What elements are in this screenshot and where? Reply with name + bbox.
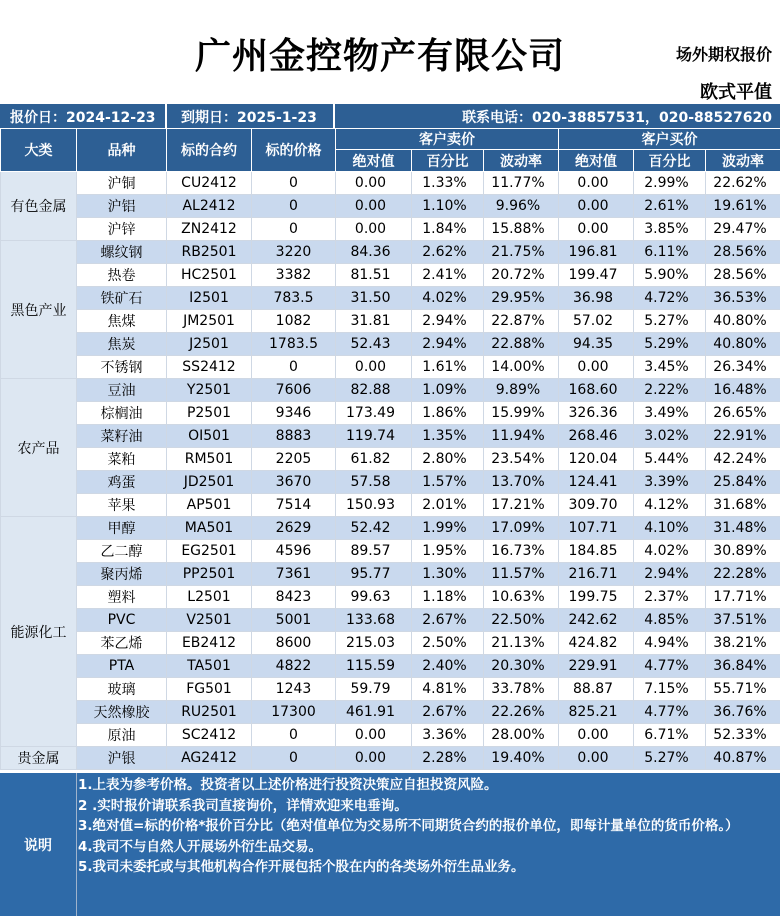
- col-buy-vol: 波动率: [706, 150, 780, 172]
- buy-pct-cell: 6.71%: [634, 724, 706, 747]
- col-sell-abs: 绝对值: [336, 150, 412, 172]
- sell-pct-cell: 1.99%: [412, 517, 484, 540]
- table-row: [1, 333, 780, 356]
- buy-abs-cell: 107.71: [559, 517, 634, 540]
- sell-vol-cell: 14.00%: [484, 356, 559, 379]
- product-cell: 天然橡胶: [77, 701, 167, 724]
- sell-vol-cell: 17.09%: [484, 517, 559, 540]
- sell-pct-cell: 1.10%: [412, 195, 484, 218]
- header-row: [1, 129, 780, 150]
- buy-vol-cell: 36.84%: [706, 655, 780, 678]
- table-row: [1, 356, 780, 379]
- sell-pct-cell: 2.94%: [412, 310, 484, 333]
- table-row: [1, 471, 780, 494]
- table-row: [1, 724, 780, 747]
- sell-abs-cell: 0.00: [336, 724, 412, 747]
- table-row: [1, 310, 780, 333]
- product-cell: 菜粕: [77, 448, 167, 471]
- table-row: [1, 747, 780, 770]
- contract-cell: JD2501: [167, 471, 252, 494]
- table-row: [1, 494, 780, 517]
- buy-vol-cell: 19.61%: [706, 195, 780, 218]
- sell-vol-cell: 19.40%: [484, 747, 559, 770]
- contract-cell: EG2501: [167, 540, 252, 563]
- buy-abs-cell: 199.75: [559, 586, 634, 609]
- contract-cell: I2501: [167, 287, 252, 310]
- contract-cell: Y2501: [167, 379, 252, 402]
- table-row: [1, 172, 780, 195]
- buy-pct-cell: 4.77%: [634, 655, 706, 678]
- table-row: [1, 425, 780, 448]
- product-cell: 乙二醇: [77, 540, 167, 563]
- sell-vol-cell: 17.21%: [484, 494, 559, 517]
- product-cell: 鸡蛋: [77, 471, 167, 494]
- sell-abs-cell: 0.00: [336, 218, 412, 241]
- sell-pct-cell: 2.67%: [412, 701, 484, 724]
- price-cell: 9346: [252, 402, 336, 425]
- price-cell: 2629: [252, 517, 336, 540]
- buy-abs-cell: 88.87: [559, 678, 634, 701]
- price-cell: 3670: [252, 471, 336, 494]
- price-cell: 4822: [252, 655, 336, 678]
- buy-pct-cell: 2.61%: [634, 195, 706, 218]
- sell-pct-cell: 2.41%: [412, 264, 484, 287]
- product-cell: 豆油: [77, 379, 167, 402]
- price-type: 欧式平值: [700, 82, 772, 103]
- price-cell: 3382: [252, 264, 336, 287]
- price-cell: 5001: [252, 609, 336, 632]
- sell-pct-cell: 2.80%: [412, 448, 484, 471]
- sell-pct-cell: 1.86%: [412, 402, 484, 425]
- product-cell: 塑料: [77, 586, 167, 609]
- sell-pct-cell: 1.57%: [412, 471, 484, 494]
- buy-pct-cell: 7.15%: [634, 678, 706, 701]
- product-cell: 沪锌: [77, 218, 167, 241]
- price-cell: 783.5: [252, 287, 336, 310]
- buy-vol-cell: 36.53%: [706, 287, 780, 310]
- sell-vol-cell: 9.96%: [484, 195, 559, 218]
- product-cell: 玻璃: [77, 678, 167, 701]
- buy-pct-cell: 4.72%: [634, 287, 706, 310]
- col-group-sell: 客户卖价: [336, 129, 559, 150]
- price-cell: 0: [252, 172, 336, 195]
- product-cell: 沪铝: [77, 195, 167, 218]
- notes-label: 说明: [0, 773, 77, 916]
- sell-pct-cell: 2.50%: [412, 632, 484, 655]
- table-row: [1, 517, 780, 540]
- category-cell: 能源化工: [1, 517, 77, 747]
- table-row: [1, 218, 780, 241]
- buy-pct-cell: 5.90%: [634, 264, 706, 287]
- sell-pct-cell: 1.95%: [412, 540, 484, 563]
- buy-abs-cell: 309.70: [559, 494, 634, 517]
- note-item: 4.我司不与自然人开展场外衍生品交易。: [78, 838, 323, 855]
- product-cell: 不锈钢: [77, 356, 167, 379]
- col-sell-pct: 百分比: [412, 150, 484, 172]
- table-row: [1, 563, 780, 586]
- price-cell: 1243: [252, 678, 336, 701]
- price-cell: 4596: [252, 540, 336, 563]
- price-cell: 0: [252, 218, 336, 241]
- buy-vol-cell: 22.62%: [706, 172, 780, 195]
- notes-body: [78, 775, 776, 878]
- product-cell: 棕榈油: [77, 402, 167, 425]
- note-item: 3.绝对值=标的价格*报价百分比（绝对值单位为交易所不同期货合约的报价单位，即每计量单位的货币价格。）: [78, 818, 739, 834]
- buy-vol-cell: 40.87%: [706, 747, 780, 770]
- sell-pct-cell: 2.94%: [412, 333, 484, 356]
- sell-pct-cell: 1.33%: [412, 172, 484, 195]
- category-cell: 农产品: [1, 379, 77, 517]
- buy-vol-cell: 30.89%: [706, 540, 780, 563]
- buy-vol-cell: 31.68%: [706, 494, 780, 517]
- sell-pct-cell: 1.84%: [412, 218, 484, 241]
- buy-vol-cell: 28.56%: [706, 241, 780, 264]
- buy-vol-cell: 25.84%: [706, 471, 780, 494]
- table-row: [1, 195, 780, 218]
- quote-table: [0, 128, 780, 770]
- sell-abs-cell: 133.68: [336, 609, 412, 632]
- sell-abs-cell: 95.77: [336, 563, 412, 586]
- sell-vol-cell: 11.57%: [484, 563, 559, 586]
- category-cell: 有色金属: [1, 172, 77, 241]
- table-row: [1, 241, 780, 264]
- sell-abs-cell: 0.00: [336, 356, 412, 379]
- buy-pct-cell: 2.37%: [634, 586, 706, 609]
- sell-abs-cell: 82.88: [336, 379, 412, 402]
- product-cell: 原油: [77, 724, 167, 747]
- sell-vol-cell: 11.77%: [484, 172, 559, 195]
- contract-cell: RU2501: [167, 701, 252, 724]
- contact-phone: 联系电话：020-38857531，020-88527620: [462, 110, 772, 126]
- sell-vol-cell: 28.00%: [484, 724, 559, 747]
- product-cell: 沪银: [77, 747, 167, 770]
- product-cell: 菜籽油: [77, 425, 167, 448]
- buy-abs-cell: 229.91: [559, 655, 634, 678]
- sell-abs-cell: 59.79: [336, 678, 412, 701]
- sell-abs-cell: 119.74: [336, 425, 412, 448]
- col-buy-pct: 百分比: [634, 150, 706, 172]
- sell-vol-cell: 20.30%: [484, 655, 559, 678]
- buy-pct-cell: 5.29%: [634, 333, 706, 356]
- price-cell: 8883: [252, 425, 336, 448]
- contract-cell: P2501: [167, 402, 252, 425]
- buy-pct-cell: 2.94%: [634, 563, 706, 586]
- category-cell: 黑色产业: [1, 241, 77, 379]
- col-buy-abs: 绝对值: [559, 150, 634, 172]
- sell-vol-cell: 21.13%: [484, 632, 559, 655]
- buy-pct-cell: 3.45%: [634, 356, 706, 379]
- price-cell: 1082: [252, 310, 336, 333]
- buy-pct-cell: 5.27%: [634, 747, 706, 770]
- buy-abs-cell: 268.46: [559, 425, 634, 448]
- contract-cell: J2501: [167, 333, 252, 356]
- sell-vol-cell: 22.88%: [484, 333, 559, 356]
- contract-cell: CU2412: [167, 172, 252, 195]
- sell-pct-cell: 1.18%: [412, 586, 484, 609]
- sell-pct-cell: 2.28%: [412, 747, 484, 770]
- contract-cell: EB2412: [167, 632, 252, 655]
- contract-cell: HC2501: [167, 264, 252, 287]
- sell-pct-cell: 2.67%: [412, 609, 484, 632]
- buy-vol-cell: 26.34%: [706, 356, 780, 379]
- buy-vol-cell: 16.48%: [706, 379, 780, 402]
- product-cell: 甲醇: [77, 517, 167, 540]
- sell-abs-cell: 0.00: [336, 747, 412, 770]
- buy-pct-cell: 4.77%: [634, 701, 706, 724]
- buy-abs-cell: 825.21: [559, 701, 634, 724]
- buy-abs-cell: 36.98: [559, 287, 634, 310]
- info-divider: [333, 104, 335, 128]
- col-sell-vol: 波动率: [484, 150, 559, 172]
- info-bar: [0, 104, 780, 128]
- sell-pct-cell: 1.09%: [412, 379, 484, 402]
- expiry-date: 到期日：2025-1-23: [181, 110, 317, 126]
- sell-vol-cell: 33.78%: [484, 678, 559, 701]
- table-row: [1, 632, 780, 655]
- sell-vol-cell: 22.87%: [484, 310, 559, 333]
- product-cell: 螺纹钢: [77, 241, 167, 264]
- contract-cell: SC2412: [167, 724, 252, 747]
- buy-abs-cell: 57.02: [559, 310, 634, 333]
- sell-pct-cell: 2.01%: [412, 494, 484, 517]
- buy-abs-cell: 326.36: [559, 402, 634, 425]
- product-cell: 聚丙烯: [77, 563, 167, 586]
- info-divider: [165, 104, 167, 128]
- buy-abs-cell: 242.62: [559, 609, 634, 632]
- sell-abs-cell: 115.59: [336, 655, 412, 678]
- sell-vol-cell: 15.88%: [484, 218, 559, 241]
- price-cell: 0: [252, 747, 336, 770]
- sell-abs-cell: 84.36: [336, 241, 412, 264]
- contract-cell: AP501: [167, 494, 252, 517]
- sell-vol-cell: 20.72%: [484, 264, 559, 287]
- table-row: [1, 379, 780, 402]
- buy-pct-cell: 4.10%: [634, 517, 706, 540]
- sell-abs-cell: 0.00: [336, 195, 412, 218]
- sell-vol-cell: 23.54%: [484, 448, 559, 471]
- contract-cell: L2501: [167, 586, 252, 609]
- sell-abs-cell: 57.58: [336, 471, 412, 494]
- sell-vol-cell: 11.94%: [484, 425, 559, 448]
- buy-vol-cell: 17.71%: [706, 586, 780, 609]
- buy-abs-cell: 184.85: [559, 540, 634, 563]
- buy-abs-cell: 0.00: [559, 724, 634, 747]
- notes-section: [0, 773, 780, 916]
- table-row: [1, 448, 780, 471]
- price-cell: 0: [252, 356, 336, 379]
- sell-abs-cell: 150.93: [336, 494, 412, 517]
- buy-vol-cell: 40.80%: [706, 310, 780, 333]
- sell-vol-cell: 22.50%: [484, 609, 559, 632]
- buy-pct-cell: 4.12%: [634, 494, 706, 517]
- sell-abs-cell: 173.49: [336, 402, 412, 425]
- buy-pct-cell: 3.02%: [634, 425, 706, 448]
- contract-cell: TA501: [167, 655, 252, 678]
- buy-abs-cell: 199.47: [559, 264, 634, 287]
- product-cell: 焦炭: [77, 333, 167, 356]
- buy-abs-cell: 168.60: [559, 379, 634, 402]
- price-cell: 1783.5: [252, 333, 336, 356]
- sell-abs-cell: 31.50: [336, 287, 412, 310]
- buy-abs-cell: 0.00: [559, 356, 634, 379]
- price-cell: 7514: [252, 494, 336, 517]
- product-cell: 热卷: [77, 264, 167, 287]
- sell-vol-cell: 15.99%: [484, 402, 559, 425]
- table-row: [1, 540, 780, 563]
- buy-pct-cell: 6.11%: [634, 241, 706, 264]
- buy-vol-cell: 38.21%: [706, 632, 780, 655]
- price-cell: 17300: [252, 701, 336, 724]
- sell-abs-cell: 89.57: [336, 540, 412, 563]
- buy-abs-cell: 120.04: [559, 448, 634, 471]
- price-cell: 8423: [252, 586, 336, 609]
- buy-vol-cell: 42.24%: [706, 448, 780, 471]
- buy-abs-cell: 94.35: [559, 333, 634, 356]
- product-cell: 铁矿石: [77, 287, 167, 310]
- sell-pct-cell: 1.35%: [412, 425, 484, 448]
- report-header: [0, 0, 780, 104]
- table-row: [1, 287, 780, 310]
- contract-cell: PP2501: [167, 563, 252, 586]
- buy-vol-cell: 26.65%: [706, 402, 780, 425]
- buy-abs-cell: 0.00: [559, 195, 634, 218]
- sell-vol-cell: 22.26%: [484, 701, 559, 724]
- product-cell: PVC: [77, 609, 167, 632]
- table-row: [1, 586, 780, 609]
- table-row: [1, 655, 780, 678]
- buy-pct-cell: 5.44%: [634, 448, 706, 471]
- table-row: [1, 402, 780, 425]
- sell-abs-cell: 461.91: [336, 701, 412, 724]
- price-cell: 3220: [252, 241, 336, 264]
- price-cell: 2205: [252, 448, 336, 471]
- sell-vol-cell: 16.73%: [484, 540, 559, 563]
- buy-pct-cell: 3.39%: [634, 471, 706, 494]
- price-cell: 0: [252, 195, 336, 218]
- contract-cell: V2501: [167, 609, 252, 632]
- buy-vol-cell: 29.47%: [706, 218, 780, 241]
- sell-vol-cell: 9.89%: [484, 379, 559, 402]
- buy-abs-cell: 196.81: [559, 241, 634, 264]
- quote-date: 报价日：2024-12-23: [10, 110, 156, 126]
- buy-vol-cell: 22.91%: [706, 425, 780, 448]
- sell-abs-cell: 61.82: [336, 448, 412, 471]
- price-cell: 7606: [252, 379, 336, 402]
- buy-pct-cell: 2.22%: [634, 379, 706, 402]
- sell-pct-cell: 1.61%: [412, 356, 484, 379]
- buy-vol-cell: 36.76%: [706, 701, 780, 724]
- table-row: [1, 701, 780, 724]
- table-row: [1, 678, 780, 701]
- sell-vol-cell: 29.95%: [484, 287, 559, 310]
- table-body: [1, 172, 780, 770]
- sell-pct-cell: 1.30%: [412, 563, 484, 586]
- product-cell: 焦煤: [77, 310, 167, 333]
- table-row: [1, 264, 780, 287]
- contract-cell: RB2501: [167, 241, 252, 264]
- company-name: 广州金控物产有限公司: [194, 36, 565, 77]
- buy-vol-cell: 55.71%: [706, 678, 780, 701]
- note-item: 2 .实时报价请联系我司直接询价，详情欢迎来电垂询。: [78, 797, 408, 814]
- buy-abs-cell: 0.00: [559, 172, 634, 195]
- buy-vol-cell: 40.80%: [706, 333, 780, 356]
- buy-vol-cell: 37.51%: [706, 609, 780, 632]
- buy-vol-cell: 52.33%: [706, 724, 780, 747]
- contract-cell: OI501: [167, 425, 252, 448]
- buy-pct-cell: 3.85%: [634, 218, 706, 241]
- sell-pct-cell: 3.36%: [412, 724, 484, 747]
- sell-abs-cell: 31.81: [336, 310, 412, 333]
- table-row: [1, 609, 780, 632]
- buy-abs-cell: 0.00: [559, 218, 634, 241]
- sell-vol-cell: 13.70%: [484, 471, 559, 494]
- buy-pct-cell: 4.02%: [634, 540, 706, 563]
- sell-abs-cell: 52.42: [336, 517, 412, 540]
- contract-cell: ZN2412: [167, 218, 252, 241]
- col-price: 标的价格: [252, 129, 336, 172]
- price-cell: 0: [252, 724, 336, 747]
- buy-pct-cell: 5.27%: [634, 310, 706, 333]
- sell-pct-cell: 4.02%: [412, 287, 484, 310]
- contract-cell: AG2412: [167, 747, 252, 770]
- sell-abs-cell: 215.03: [336, 632, 412, 655]
- contract-cell: FG501: [167, 678, 252, 701]
- col-product: 品种: [77, 129, 167, 172]
- sell-abs-cell: 99.63: [336, 586, 412, 609]
- sell-pct-cell: 2.62%: [412, 241, 484, 264]
- sell-pct-cell: 2.40%: [412, 655, 484, 678]
- note-item: 5.我司未委托或与其他机构合作开展包括个股在内的各类场外衍生品业务。: [78, 859, 525, 875]
- product-cell: 沪铜: [77, 172, 167, 195]
- col-group-buy: 客户买价: [559, 129, 780, 150]
- buy-pct-cell: 4.85%: [634, 609, 706, 632]
- buy-vol-cell: 31.48%: [706, 517, 780, 540]
- contract-cell: AL2412: [167, 195, 252, 218]
- buy-abs-cell: 216.71: [559, 563, 634, 586]
- product-cell: 苯乙烯: [77, 632, 167, 655]
- buy-abs-cell: 424.82: [559, 632, 634, 655]
- price-cell: 7361: [252, 563, 336, 586]
- sell-vol-cell: 10.63%: [484, 586, 559, 609]
- contract-cell: SS2412: [167, 356, 252, 379]
- sell-abs-cell: 52.43: [336, 333, 412, 356]
- col-contract: 标的合约: [167, 129, 252, 172]
- sell-vol-cell: 21.75%: [484, 241, 559, 264]
- buy-pct-cell: 2.99%: [634, 172, 706, 195]
- buy-vol-cell: 22.28%: [706, 563, 780, 586]
- contract-cell: MA501: [167, 517, 252, 540]
- sell-abs-cell: 81.51: [336, 264, 412, 287]
- sell-pct-cell: 4.81%: [412, 678, 484, 701]
- buy-pct-cell: 4.94%: [634, 632, 706, 655]
- category-cell: 贵金属: [1, 747, 77, 770]
- contract-cell: JM2501: [167, 310, 252, 333]
- product-cell: 苹果: [77, 494, 167, 517]
- report-subtitle: 场外期权报价: [675, 45, 772, 64]
- col-category: 大类: [1, 129, 77, 172]
- buy-vol-cell: 28.56%: [706, 264, 780, 287]
- price-cell: 8600: [252, 632, 336, 655]
- contract-cell: RM501: [167, 448, 252, 471]
- buy-abs-cell: 0.00: [559, 747, 634, 770]
- buy-pct-cell: 3.49%: [634, 402, 706, 425]
- sell-abs-cell: 0.00: [336, 172, 412, 195]
- product-cell: PTA: [77, 655, 167, 678]
- note-item: 1.上表为参考价格。投资者以上述价格进行投资决策应自担投资风险。: [78, 777, 498, 793]
- buy-abs-cell: 124.41: [559, 471, 634, 494]
